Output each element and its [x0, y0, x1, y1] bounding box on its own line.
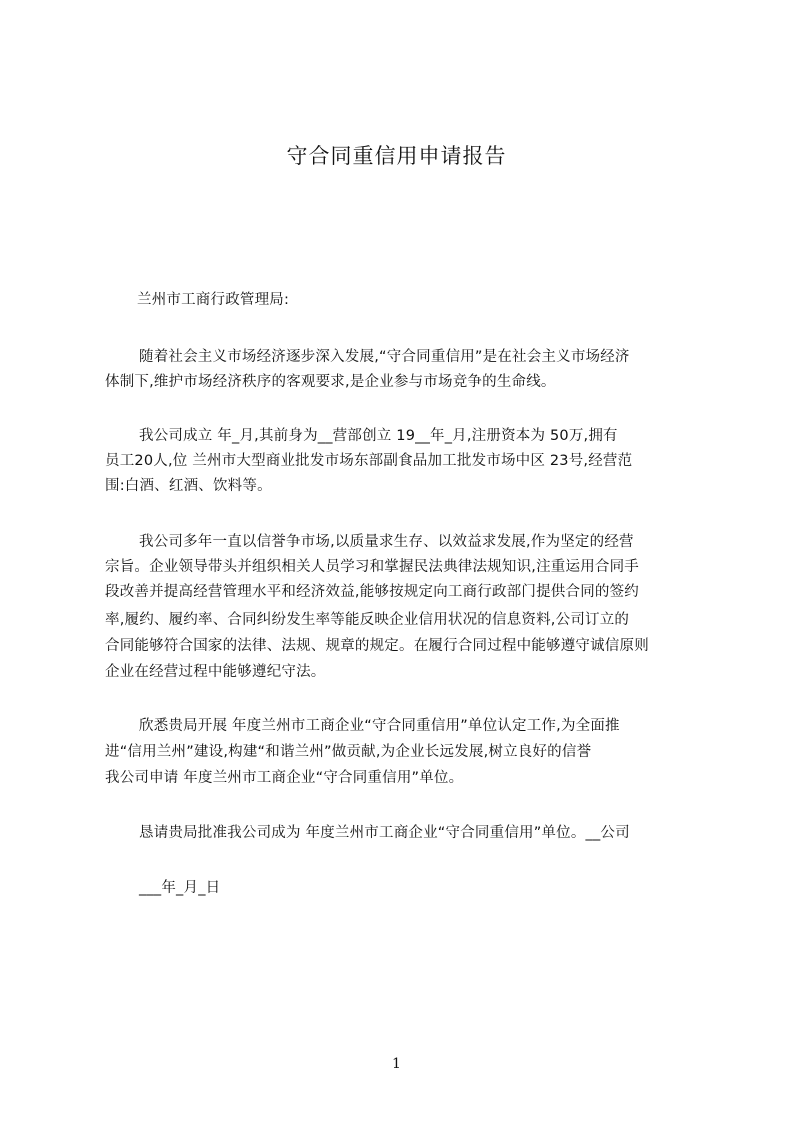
page-number: 1 [392, 1056, 401, 1072]
paragraph-3-line-1: 我公司多年一直以信誉争市场,以质量求生存、以效益求发展,作为坚定的经营 [139, 534, 634, 550]
paragraph-4-line-1: 欣悉贵局开展 年度兰州市工商企业“守合同重信用”单位认定工作,为全面推 [139, 718, 620, 734]
paragraph-5-line-1: 恳请贵局批准我公司成为 年度兰州市工商企业“守合同重信用”单位。__公司 [139, 825, 630, 841]
paragraph-3-line-2: 宗旨。企业领导带头并组织相关人员学习和掌握民法典律法规知识,注重运用合同手 [105, 559, 640, 575]
date-line: ___年_月_日 [139, 880, 221, 896]
paragraph-4-line-3: 我公司申请 年度兰州市工商企业“守合同重信用”单位。 [105, 770, 464, 786]
document-title: 守合同重信用申请报告 [286, 144, 507, 168]
paragraph-3-line-3: 段改善并提高经营管理水平和经济效益,能够按规定向工商行政部门提供合同的签约 [105, 584, 640, 600]
paragraph-3-line-4: 率,履约、履约率、合同纠纷发生率等能反映企业信用状况的信息资料,公司订立的 [105, 612, 630, 628]
paragraph-2-line-1: 我公司成立 年_月,其前身为__营部创立 19__年_月,注册资本为 50万,拥有 [139, 428, 618, 444]
paragraph-3-line-6: 企业在经营过程中能够遵纪守法。 [105, 664, 326, 680]
paragraph-1-line-1: 随着社会主义市场经济逐步深入发展,“守合同重信用”是在社会主义市场经济 [139, 349, 630, 365]
paragraph-1-line-2: 体制下,维护市场经济秩序的客观要求,是企业参与市场竞争的生命线。 [105, 374, 556, 390]
paragraph-3-line-5: 合同能够符合国家的法律、法规、规章的规定。在履行合同过程中能够遵守诚信原则 [105, 638, 649, 654]
paragraph-2-line-3: 围:白酒、红酒、饮料等。 [105, 478, 272, 494]
paragraph-4-line-2: 进“信用兰州”建设,构建“和谐兰州”做贡献,为企业长远发展,树立良好的信誉 [105, 744, 592, 760]
paragraph-2-line-2: 员工20人,位 兰州市大型商业批发市场东部副食品加工批发市场中区 23号,经营范 [105, 453, 633, 469]
salutation: 兰州市工商行政管理局: [137, 292, 290, 308]
